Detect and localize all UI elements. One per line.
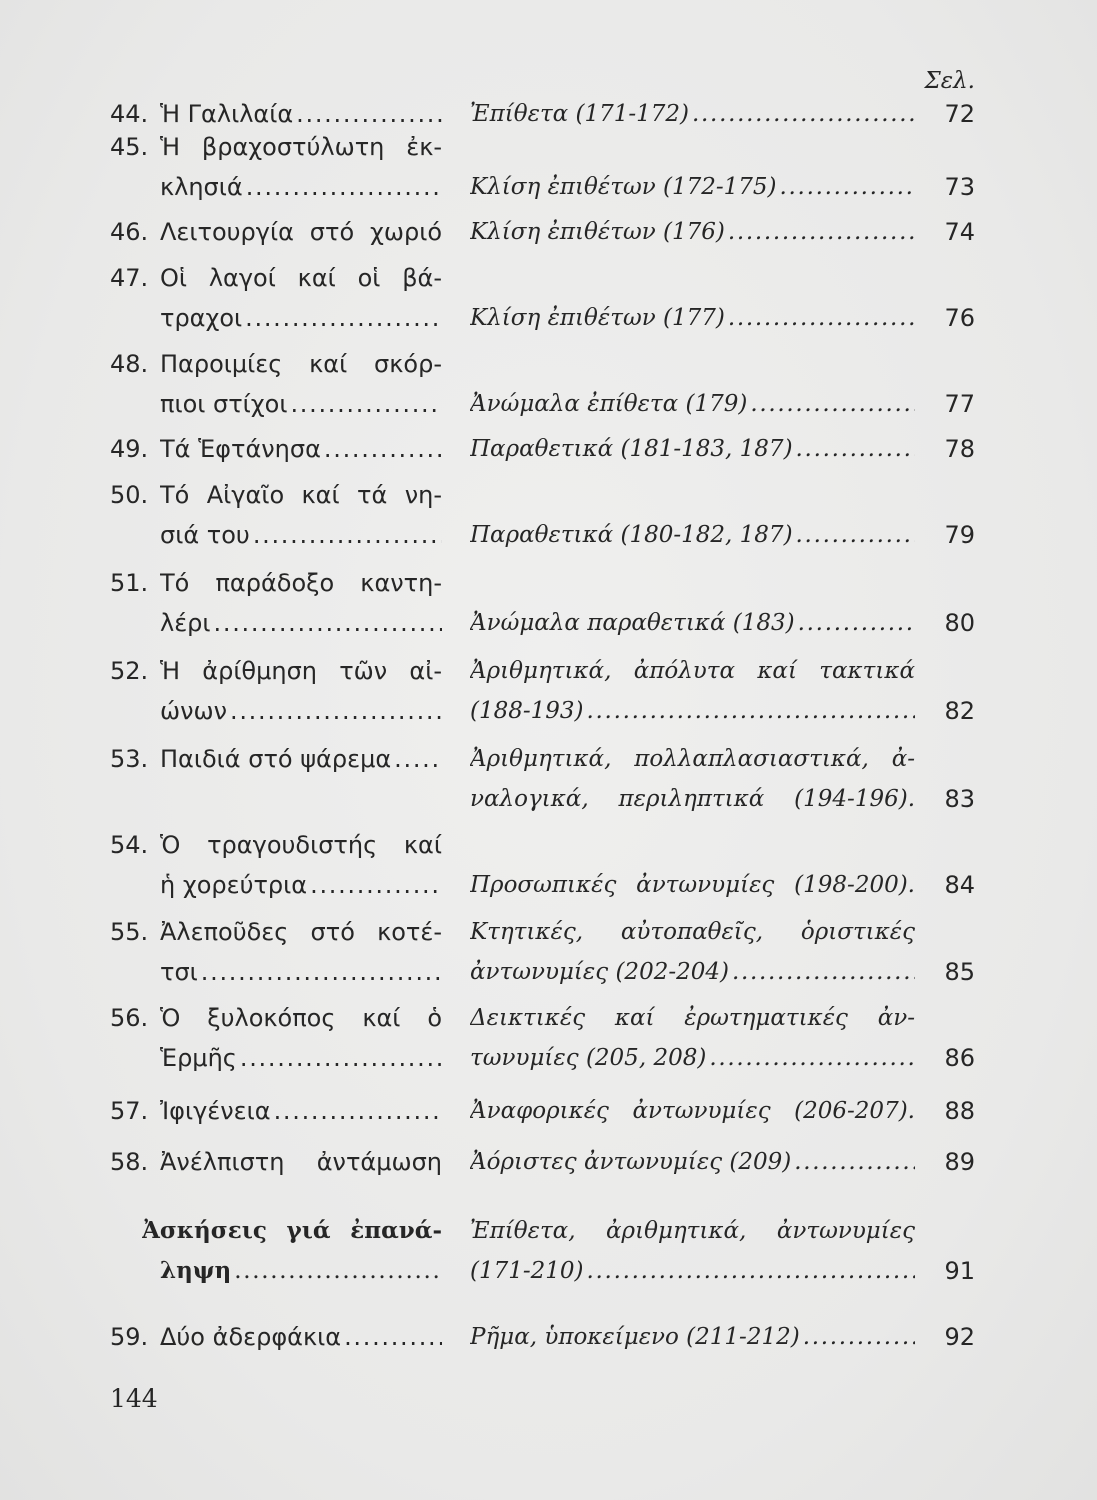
entry-title-text: κλησιά — [160, 173, 243, 201]
entry-topic-text: τωνυμίες (205, 208) — [470, 1045, 707, 1071]
toc-entry — [110, 563, 975, 643]
entry-number: 45. — [110, 133, 149, 161]
entry-number: 59. — [110, 1323, 149, 1351]
entry-page: 76 — [944, 304, 975, 332]
dot-leader — [242, 298, 442, 338]
entry-page: 85 — [944, 958, 975, 986]
entry-title-text: σιά του — [160, 521, 250, 549]
entry-topic — [470, 212, 915, 252]
entry-topic — [470, 167, 915, 207]
entry-title-text: Παιδιά στό ψάρεμα — [160, 745, 392, 773]
entry-topic-text: Ἀνώμαλα παραθετικά (183) — [470, 610, 795, 636]
entry-topic — [470, 1251, 915, 1291]
entry-number: 55. — [110, 918, 149, 946]
entry-topic-text: Ἀριθμητικά, πολλαπλασιαστικά, ἀ- — [470, 746, 915, 772]
entry-title-text: Ἰφιγένεια — [160, 1097, 271, 1125]
entry-title-text: λέρι — [160, 609, 211, 637]
toc-entry — [110, 998, 975, 1078]
entry-topic — [470, 691, 915, 731]
entry-page: 86 — [944, 1044, 975, 1072]
entry-page: 89 — [944, 1148, 975, 1176]
entry-number: 44. — [110, 100, 149, 128]
dot-leader — [391, 739, 442, 779]
dot-leader — [747, 384, 915, 424]
entry-topic-text: Κλίση ἐπιθέτων (172-175) — [470, 174, 777, 200]
entry-page: 82 — [944, 697, 975, 725]
entry-title-text: Τό παράδοξο καντη- — [160, 569, 442, 597]
dot-leader — [243, 167, 442, 207]
dot-leader — [725, 212, 915, 252]
entry-topic-text: Ρῆμα, ὑποκείμενο (211-212) — [470, 1324, 800, 1350]
entry-number: 57. — [110, 1097, 149, 1125]
entry-number: 47. — [110, 264, 149, 292]
entry-title-text: Ἡ ἀρίθμηση τῶν αἰ- — [160, 657, 442, 685]
page-number: 144 — [110, 1384, 158, 1413]
entry-title-text: ἡ χορεύτρια — [160, 871, 308, 899]
dot-leader — [725, 298, 915, 338]
entry-topic — [470, 952, 915, 992]
entry-topic-text: (171-210) — [470, 1258, 584, 1284]
dot-leader — [777, 167, 915, 207]
entry-topic — [470, 429, 915, 469]
entry-topic-text: Κλίση ἐπιθέτων (176) — [470, 219, 725, 245]
entry-number: 48. — [110, 350, 149, 378]
entry-title — [160, 739, 442, 779]
entry-topic-text: Παραθετικά (180-182, 187) — [470, 522, 793, 548]
dot-leader — [227, 691, 442, 731]
entry-topic — [470, 1317, 915, 1357]
entry-title-text: τσι — [160, 958, 198, 986]
entry-page: 88 — [944, 1097, 975, 1125]
entry-title-text: Τά Ἑφτάνησα — [160, 435, 321, 463]
entry-topic-text: Ἐπίθετα (171-172) — [470, 101, 690, 127]
entry-title-text: τραχοι — [160, 304, 243, 332]
toc-entry — [110, 1091, 975, 1131]
entry-title — [160, 952, 442, 992]
entry-title-text: Παροιμίες καί σκόρ- — [160, 350, 442, 378]
entry-topic — [470, 1038, 915, 1078]
entry-topic — [470, 384, 915, 424]
entry-topic-text: Δεικτικές καί ἐρωτηματικές ἀν- — [470, 1005, 915, 1031]
toc-entry-exercises — [110, 1211, 975, 1291]
entry-number: 51. — [110, 569, 149, 597]
entry-title-text: Δύο ἀδερφάκια — [160, 1323, 342, 1351]
dot-leader — [729, 952, 915, 992]
entry-title — [160, 515, 442, 555]
toc-entry — [110, 1142, 975, 1182]
entry-number: 50. — [110, 481, 149, 509]
entry-page: 74 — [944, 218, 975, 246]
toc-entry — [110, 651, 975, 731]
toc-entry — [110, 258, 975, 338]
entry-title-text: Ἀνέλπιστη ἀντάμωση — [160, 1148, 442, 1176]
entry-title-text: Ἑρμῆς — [160, 1044, 237, 1072]
dot-leader — [584, 691, 915, 731]
entry-page: 79 — [944, 521, 975, 549]
entry-title-text: Ἀσκήσεις γιά ἐπανά- — [142, 1217, 442, 1244]
dot-leader — [321, 429, 442, 469]
toc-entry — [110, 825, 975, 905]
dot-leader — [341, 1317, 442, 1357]
entry-topic-text: ἀντωνυμίες (202-204) — [470, 959, 729, 985]
entry-title-text: Λειτουργία στό χωριό — [160, 218, 442, 246]
toc-entry — [110, 429, 975, 469]
entry-topic-text: Παραθετικά (181-183, 187) — [470, 436, 793, 462]
dot-leader — [800, 1317, 915, 1357]
entry-number: 58. — [110, 1148, 149, 1176]
dot-leader — [791, 1142, 915, 1182]
entry-title-text: Ἡ βραχοστύλωτη ἐκ- — [160, 133, 442, 161]
entry-number: 52. — [110, 657, 149, 685]
entry-topic-text: Ἐπίθετα, ἀριθμητικά, ἀντωνυμίες — [470, 1218, 915, 1244]
dot-leader — [271, 1091, 442, 1131]
entry-topic — [470, 603, 915, 643]
dot-leader — [706, 1038, 915, 1078]
entry-topic-text: Ἀνώμαλα ἐπίθετα (179) — [470, 391, 748, 417]
entry-page: 91 — [944, 1257, 975, 1285]
dot-leader — [584, 1251, 915, 1291]
entry-topic-text: Κλίση ἐπιθέτων (177) — [470, 305, 725, 331]
entry-title-text: ληψη — [160, 1257, 232, 1284]
entry-page: 84 — [944, 871, 975, 899]
entry-topic-text: Προσωπικές ἀντωνυμίες (198-200). — [470, 872, 915, 898]
dot-leader — [793, 429, 915, 469]
entry-title — [160, 429, 442, 469]
entry-title — [160, 1091, 442, 1131]
entry-number: 56. — [110, 1004, 149, 1032]
entry-title — [160, 298, 442, 338]
entry-topic-text: ναλογικά, περιληπτικά (194-196). — [470, 786, 915, 812]
dot-leader — [250, 515, 442, 555]
toc-entry — [110, 212, 975, 252]
entry-topic-text: Ἀριθμητικά, ἀπόλυτα καί τακτικά — [470, 658, 915, 684]
entry-topic — [470, 515, 915, 555]
toc-entry — [110, 912, 975, 992]
entry-number: 49. — [110, 435, 149, 463]
entry-title-text: Ἀλεποῦδες στό κοτέ- — [160, 918, 442, 946]
entry-page: 72 — [944, 100, 975, 128]
entry-number: 54. — [110, 831, 149, 859]
entry-title — [160, 1317, 442, 1357]
entry-page: 78 — [944, 435, 975, 463]
entry-page: 92 — [944, 1323, 975, 1351]
entry-number: 46. — [110, 218, 149, 246]
dot-leader — [793, 515, 915, 555]
entry-title — [160, 691, 442, 731]
entry-page: 80 — [944, 609, 975, 637]
entry-page: 83 — [944, 785, 975, 813]
entry-title-text: Τό Αἰγαῖο καί τά νη- — [160, 481, 442, 509]
entry-title — [160, 1251, 442, 1291]
toc-entry — [110, 739, 975, 819]
entry-topic-text: Ἀόριστες ἀντωνυμίες (209) — [470, 1149, 792, 1175]
dot-leader — [211, 603, 442, 643]
entry-title-text: ώνων — [160, 697, 228, 725]
entry-page: 73 — [944, 173, 975, 201]
entry-topic — [470, 298, 915, 338]
entry-title — [160, 384, 442, 424]
entry-title — [160, 865, 442, 905]
entry-title — [160, 1038, 442, 1078]
toc-entry — [110, 127, 975, 207]
entry-topic-text: (188-193) — [470, 698, 584, 724]
entry-title — [160, 603, 442, 643]
toc-entry — [110, 344, 975, 424]
toc-entry — [110, 475, 975, 555]
dot-leader — [307, 865, 442, 905]
entry-title-text: Ὁ τραγουδιστής καί — [160, 831, 442, 859]
entry-title-text: πιοι στίχοι — [160, 390, 288, 418]
entry-topic — [470, 1142, 915, 1182]
dot-leader — [795, 603, 915, 643]
dot-leader — [287, 384, 442, 424]
toc-entry — [110, 1317, 975, 1357]
dot-leader — [231, 1251, 442, 1291]
entry-title-text: Ὁ ξυλοκόπος καί ὁ — [160, 1004, 442, 1032]
dot-leader — [198, 952, 442, 992]
entry-title-text: Ἡ Γαλιλαία — [160, 100, 294, 128]
entry-page: 77 — [944, 390, 975, 418]
entry-number: 53. — [110, 745, 149, 773]
entry-topic-text: Ἀναφορικές ἀντωνυμίες (206-207). — [470, 1098, 915, 1124]
page-column-header: Σελ. — [924, 68, 975, 94]
entry-topic-text: Κτητικές, αὐτοπαθεῖς, ὁριστικές — [470, 919, 915, 945]
entry-title — [160, 167, 442, 207]
entry-title-text: Οἱ λαγοί καί οἱ βά- — [160, 264, 442, 292]
dot-leader — [237, 1038, 442, 1078]
